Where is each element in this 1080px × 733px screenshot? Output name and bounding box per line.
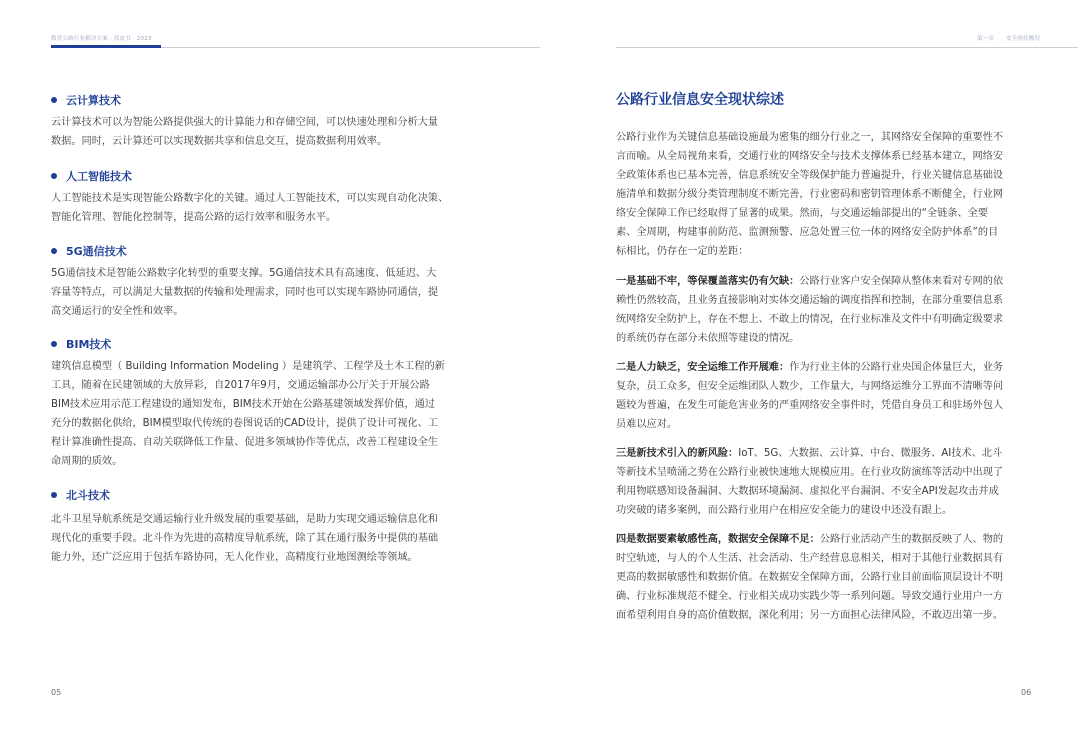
point-paragraph-2: 二是人力缺乏，安全运维工作开展难：作为行业主体的公路行业央国企体量巨大，业务 复杂，员工众多，但安全运维团队人数少，工作量大，与网络运维分工界面不清晰等问 题较为普遍，在发生可能危害业务的严重网络安全事件时，凭借自身员工和驻场外包人 员难以应对。 xyxy=(616,362,1004,430)
header-rule xyxy=(616,47,1078,48)
section-heading-cloud: 云计算技术 xyxy=(51,92,121,108)
page-title: 公路行业信息安全现状综述 xyxy=(616,92,784,108)
bullet-dot-icon xyxy=(51,97,57,103)
bullet-dot-icon xyxy=(51,248,57,254)
intro-paragraph: 公路行业作为关键信息基础设施最为密集的细分行业之一，其网络安全保障的重要性不 言而喻。从全局视角来看，交通行业的网络安全与技术支撑体系已经基本建立，网络安 全政策体系也已基本完善，信息系统安全等级保护能力普遍提升，行业关键信息基础设 施清单和数据分级分类管理制度不断完善，行业密码和密钥管理体系不断健全，行业网 络安全保障工作已经取得了显著的成果。然而，与交通运输部提出的“全链条、全要 素、全周期，构建事前防范、监测预警、应急处置三位一体的网络安全防护体系”的目 标相比，仍存在一定的差距： xyxy=(616,132,1004,257)
page-number-left: 05 xyxy=(51,688,62,697)
section-body-cloud: 云计算技术可以为智能公路提供强大的计算能力和存储空间，可以快速处理和分析大量 数据。同时，云计算还可以实现数据共享和信息交互，提高数据利用效率。 xyxy=(51,117,439,147)
point-paragraph-4: 四是数据要素敏感性高，数据安全保障不足：公路行业活动产生的数据反映了人、物的 时空轨迹，与人的个人生活、社会活动、生产经营息息相关，相对于其他行业数据具有 更高的数据敏感性和数据价值。在数据安全保障方面，公路行业目前面临顶层设计不明 确、行业标准规范不健全、行业相关成功实践少等一系列问题。导致交通行业用户一方 面希望利用自身的高价值数据，深化利用；另一方面担心法律风险，不敢迈出第一步。 xyxy=(616,534,1004,621)
point-paragraph-1: 一是基础不牢，等保覆盖落实仍有欠缺：公路行业客户安全保障从整体来看对专网的依 赖性仍然较高，且业务直接影响对实体交通运输的调度指挥和控制，在部分重要信息系 统网络安全防护上，存在不想上、不敢上的情况，在行业标准及文件中有明确定级要求 的系统仍存在部分未依照等建设的情况。 xyxy=(616,276,1004,344)
section-label: 安全现状概况 xyxy=(1006,36,1041,42)
section-heading-5g: 5G通信技术 xyxy=(51,243,127,259)
header-accent-bar xyxy=(51,45,161,48)
section-body-bim: 建筑信息模型（ Building Information Modeling ）是建筑学、工程学及土木工程的新 工具，随着在民建领域的大放异彩，自2017年9月，交通运输部办公厅关于开展公路 BIM技术应用示范工程建设的通知发布，BIM技术开始在公路基建领域发挥价值，通过 充分的数据化供给，BIM模型取代传统的卷图说话的CAD设计，提供了设计可视化、工 程计算准确性提高、自动关联降低工作量、促进多领域协作等优点，改善工程建设全生 命周期的质效。 xyxy=(51,361,445,467)
section-heading-bim: BIM技术 xyxy=(51,336,111,352)
bullet-dot-icon xyxy=(51,173,57,179)
section-heading-beidou: 北斗技术 xyxy=(51,487,110,503)
bullet-dot-icon xyxy=(51,341,57,347)
bullet-dot-icon xyxy=(51,492,57,498)
chapter-label: 第一章 xyxy=(977,36,995,42)
section-body-ai: 人工智能技术是实现智能公路数字化的关键。通过人工智能技术，可以实现自动化决策、 智能化管理、智能化控制等，提高公路的运行效率和服务水平。 xyxy=(51,193,449,223)
section-body-beidou: 北斗卫星导航系统是交通运输行业升级发展的重要基础，是助力实现交通运输信息化和 现代化的重要手段。北斗作为先进的高精度导航系统，除了其在通行服务中提供的基础 能力外，还广泛应用于包括车路协同，无人化作业，高精度行业地图测绘等领域。 xyxy=(51,514,439,563)
running-title: 数智公路行业解决方案 · 蓝皮书 · 2023 xyxy=(51,36,152,42)
point-paragraph-3: 三是新技术引入的新风险：IoT、5G、大数据、云计算、中台、微服务、AI技术、北斗 等新技术呈喷涌之势在公路行业被快速地大规模应用。在行业攻防演练等活动中出现了 利用物联感知设备漏洞、大数据环境漏洞、虚拟化平台漏洞、不安全API发起攻击并成 功突破的诸多案例，而公路行业用户在相应安全能力的建设中还没有跟上。 xyxy=(616,448,1004,516)
section-heading-ai: 人工智能技术 xyxy=(51,168,132,184)
section-body-5g: 5G通信技术是智能公路数字化转型的重要支撑。5G通信技术具有高速度、低延迟、大 容量等特点，可以满足大量数据的传输和处理需求，同时也可以实现车路协同通信，提 高交通运行的安全性和效率。 xyxy=(51,268,439,317)
page-number-right: 06 xyxy=(1021,688,1032,697)
